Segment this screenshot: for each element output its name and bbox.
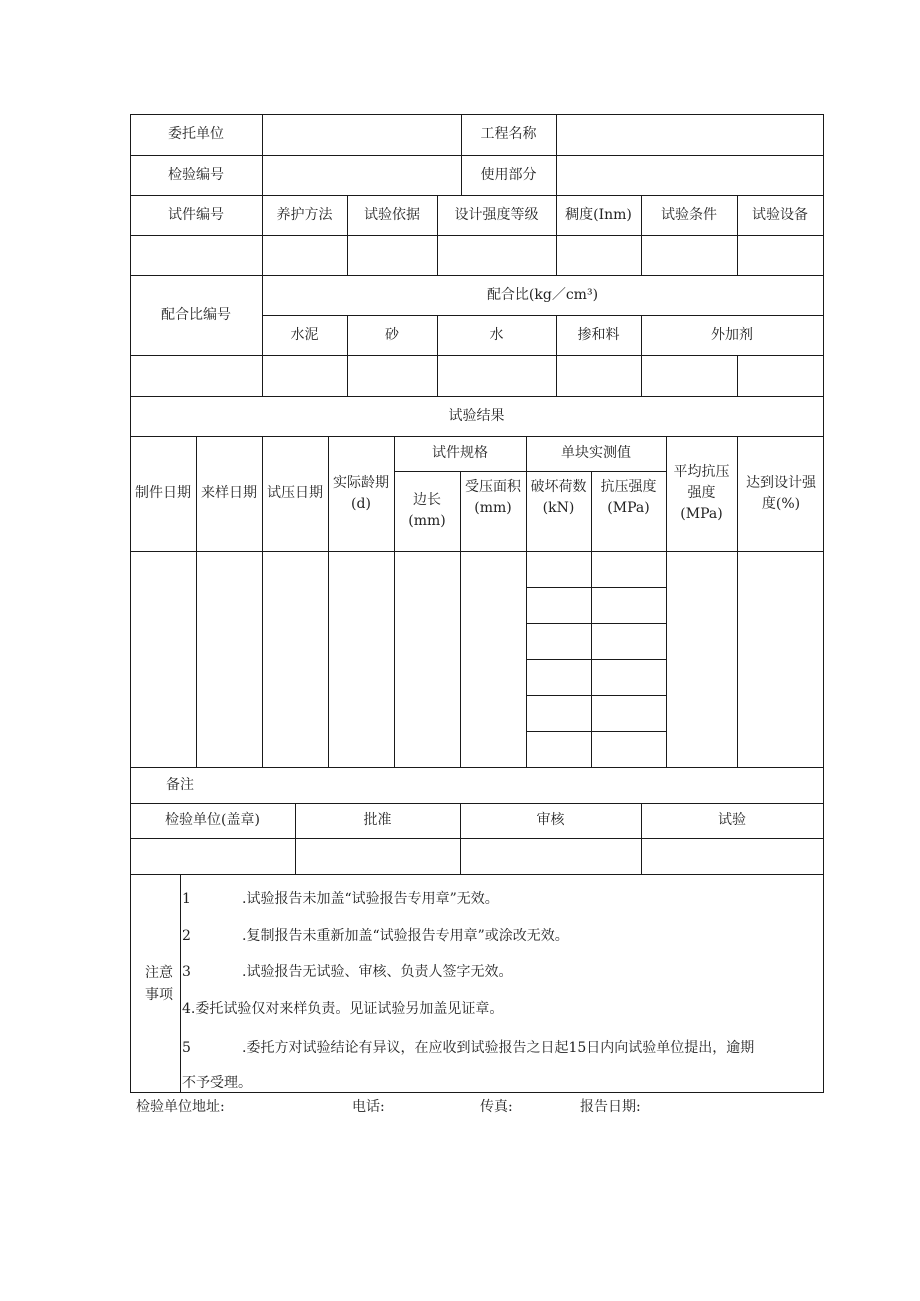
mix-admixture-label: 掺和料 xyxy=(577,326,620,343)
single-measure-header: 单块实测值 xyxy=(561,445,631,461)
remarks-label: 备注 xyxy=(166,776,194,793)
note-item xyxy=(182,999,503,1019)
compressive-strength-header: 抗压强度(MPa) xyxy=(600,479,657,516)
note-item xyxy=(182,962,512,982)
mix-no-label: 配合比编号 xyxy=(161,306,231,323)
client-field[interactable] xyxy=(262,114,461,155)
test-condition-header: 试验条件 xyxy=(661,206,717,223)
specimen-no-header: 试件编号 xyxy=(168,206,224,223)
results-title: 试验结果 xyxy=(448,407,505,424)
test-equipment-field[interactable] xyxy=(737,235,823,275)
specimen-no-field[interactable] xyxy=(130,235,262,275)
test-condition-field[interactable] xyxy=(641,235,737,275)
project-label: 工程名称 xyxy=(480,126,537,142)
note-item xyxy=(182,1038,754,1058)
test-date-header: 试压日期 xyxy=(267,485,323,501)
note-item xyxy=(182,889,499,909)
inspection-unit-label: 检验单位(盖章) xyxy=(165,812,260,828)
spec-group-header: 试件规格 xyxy=(432,445,488,461)
curing-method-header: 养护方法 xyxy=(276,206,333,223)
test-basis-header: 试验依据 xyxy=(364,206,420,223)
fax-label: 传真: xyxy=(480,1099,513,1115)
note-item xyxy=(182,926,569,946)
review-label: 审核 xyxy=(536,812,565,828)
note-text: .委托方对试验结论有异议，在应收到试验报告之日起15日内向试验单位提出，逾期 xyxy=(242,1040,755,1056)
test-basis-field[interactable] xyxy=(347,235,437,275)
note-number: 5 xyxy=(182,1040,191,1056)
usage-label: 使用部分 xyxy=(480,166,537,183)
test-no-label: 检验编号 xyxy=(168,166,224,183)
report-date-label: 报告日期: xyxy=(580,1099,641,1115)
mix-additive-label: 外加剂 xyxy=(711,326,753,343)
usage-field[interactable] xyxy=(556,155,823,195)
avg-strength-header: 平均抗压强度(MPa) xyxy=(673,464,730,522)
address-label: 检验单位地址: xyxy=(136,1099,225,1115)
phone-label: 电话: xyxy=(352,1099,385,1115)
mix-ratio-label: 配合比(kg／cm³) xyxy=(486,286,599,303)
consistency-field[interactable] xyxy=(556,235,641,275)
curing-method-field[interactable] xyxy=(262,235,347,275)
mix-sand-label: 砂 xyxy=(385,326,399,343)
reach-design-header: 达到设计强度(%) xyxy=(746,474,816,512)
client-label: 委托单位 xyxy=(168,126,224,142)
test-equipment-header: 试验设备 xyxy=(752,206,808,223)
actual-age-header: 实际龄期(d) xyxy=(333,474,389,512)
note-text: .试验报告无试验、审核、负责人签字无效。 xyxy=(242,964,513,980)
sample-date-header: 来样日期 xyxy=(201,485,257,501)
note-text: 4.委托试验仅对来样负责。见证试验另加盖见证章。 xyxy=(182,1001,504,1017)
note-number: 3 xyxy=(182,964,191,980)
tester-label: 试验 xyxy=(718,812,746,828)
mix-water-label: 水 xyxy=(489,326,504,343)
note-continuation: 不予受理。 xyxy=(182,1075,252,1091)
test-no-field[interactable] xyxy=(262,155,461,195)
design-grade-header: 设计强度等级 xyxy=(454,206,539,223)
notes-label: 注意事项 xyxy=(145,965,173,1003)
note-text: .复制报告未重新加盖“试验报告专用章”或涂改无效。 xyxy=(242,928,569,944)
mix-cement-label: 水泥 xyxy=(290,326,319,343)
note-text: .试验报告未加盖“试验报告专用章”无效。 xyxy=(242,891,499,907)
note-number: 1 xyxy=(182,891,191,907)
note-number: 2 xyxy=(182,928,191,944)
side-length-header: 边长(mm) xyxy=(408,492,446,529)
project-field[interactable] xyxy=(556,114,823,155)
pressure-area-header: 受压面积(mm) xyxy=(465,479,521,516)
consistency-header: 稠度(Inm) xyxy=(565,206,632,223)
approve-label: 批准 xyxy=(363,812,392,828)
make-date-header: 制件日期 xyxy=(135,485,191,501)
design-grade-field[interactable] xyxy=(437,235,556,275)
failure-load-header: 破坏荷数(kN) xyxy=(530,479,587,516)
